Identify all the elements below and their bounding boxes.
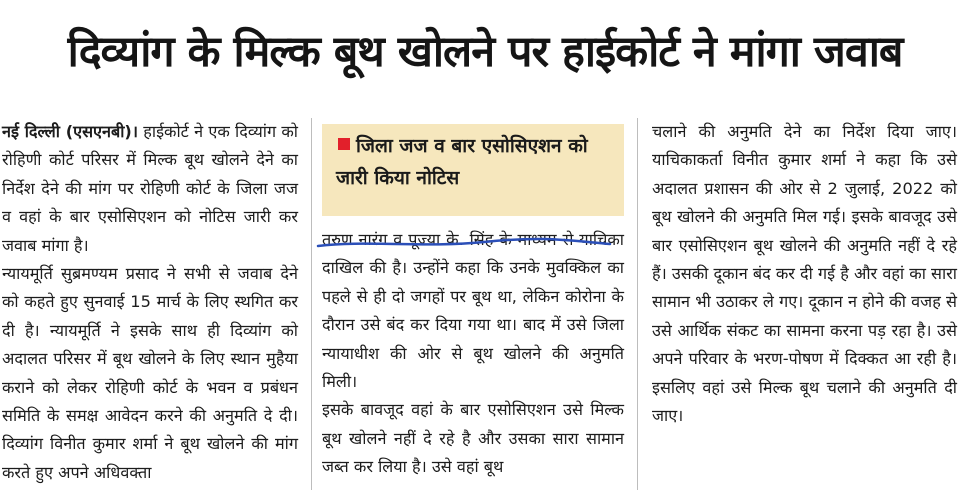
article-column-1 [2, 118, 298, 487]
article-paragraph: इसके बावजूद वहां के बार एसोसिएशन उसे मिल्क बूथ खोलने नहीं दे रहे है और उसका सारा सामान जब्त कर लिया है। उसे वहां बूथ [322, 400, 624, 477]
article-column-3 [652, 118, 957, 430]
dateline: नई दिल्ली (एसएनबी)। [2, 122, 138, 141]
article-paragraph: चलाने की अनुमति देने का निर्देश दिया जाए। याचिकाकर्ता विनीत कुमार शर्मा ने कहा कि उसे अदालत प्रशासन की ओर से 2 जुलाई, 2022 को बूथ खोलने की अनुमति मिल गई। इसके बावजूद उसे बार एसोसिएशन बूथ खोलने की अनुमति नहीं दे रहे हैं। उसकी दूकान बंद कर दी गई है और वहां का सारा सामान भी उठाकर ले गए। दूकान न होने की वजह से उसे आर्थिक संकट का सामना करना पड़ रहा है। उसे अपने परिवार के भरण-पोषण में दिक्कत आ रही है। इसलिए वहां उसे मिल्क बूथ चलाने की अनुमति दी जाए। [652, 122, 957, 426]
subhead-box [322, 124, 624, 216]
article-column-2 [322, 226, 624, 482]
article-paragraph: तरुण नारंग व पूज्या के. सिंह के माध्यम से याचिका दाखिल की है। उन्होंने कहा कि उनके मुवक्किल का पहले से ही दो जगहों पर बूथ था, लेकिन कोरोना के दौरान उसे बंद कर दिया गया था। बाद में उसे जिला न्यायाधीश की ओर से बूथ खोलने की अनुमति मिली। [322, 230, 624, 392]
headline: दिव्यांग के मिल्क बूथ खोलने पर हाईकोर्ट ने मांगा जवाब [67, 27, 903, 77]
article-paragraph: न्यायमूर्ति सुब्रमण्यम प्रसाद ने सभी से जवाब देने को कहते हुए सुनवाई 15 मार्च के लिए स्थगित कर दी है। न्यायमूर्ति ने इसके साथ ही दिव्यांग को अदालत परिसर में बूथ खोलने के लिए स्थान मुहैया कराने को लेकर रोहिणी कोर्ट के भवन व प्रबंधन समिति के समक्ष आवेदन करने की अनुमति दे दी।दिव्यांग विनीत कुमार शर्मा ने बूथ खोलने की मांग करते हुए अपने अधिवक्ता [2, 264, 298, 482]
column-divider [311, 118, 312, 490]
subhead-text: जिला जज व बार एसोसिएशन को जारी किया नोटिस [336, 135, 588, 189]
column-divider [637, 118, 638, 490]
paragraph-text: हाईकोर्ट ने एक दिव्यांग को रोहिणी कोर्ट परिसर में मिल्क बूथ खोलने देने का निर्देश देने की मांग पर रोहिणी कोर्ट के जिला जज व वहां के बार एसोसिएशन को नोटिस जारी कर जवाब मांगा है। [2, 122, 299, 255]
article-paragraph [2, 118, 298, 260]
